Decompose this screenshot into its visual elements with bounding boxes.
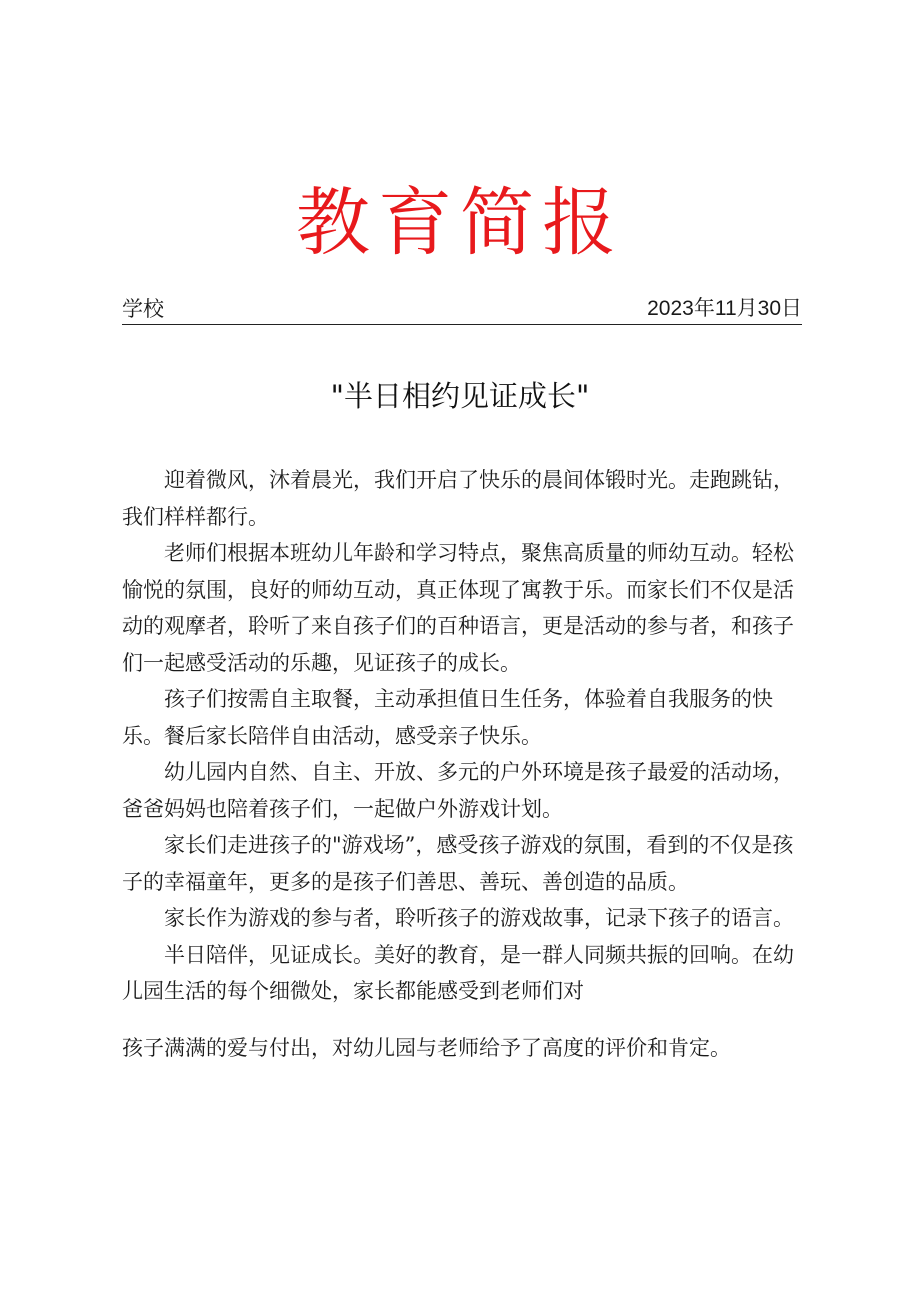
masthead-title: 教育简报 bbox=[296, 180, 624, 266]
paragraph-2: 老师们根据本班幼儿年龄和学习特点，聚焦高质量的师幼互动。轻松愉悦的氛围，良好的师幼互动，真正体现了寓教于乐。而家长们不仅是活动的观摩者，聆听了来自孩子们的百种语言，更是活动的参与者，和孩子们一起感受活动的乐趣，见证孩子的成长。 bbox=[122, 541, 794, 675]
article-title: "半日相约见证成长" bbox=[330, 379, 590, 413]
paragraph-3: 孩子们按需自主取餐，主动承担值日生任务，体验着自我服务的快乐。餐后家长陪伴自由活动，感受亲子快乐。 bbox=[122, 687, 773, 748]
issue-date: 2023年11月30日 bbox=[647, 297, 802, 320]
paragraph-6: 家长作为游戏的参与者，聆听孩子的游戏故事，记录下孩子的语言。 bbox=[164, 906, 794, 930]
closing-line: 孩子满满的爱与付出，对幼儿园与老师给予了高度的评价和肯定。 bbox=[122, 1035, 731, 1060]
paragraph-5: 家长们走进孩子的"游戏场”，感受孩子游戏的氛围，看到的不仅是孩子的幸福童年，更多的是孩子们善思、善玩、善创造的品质。 bbox=[122, 833, 794, 894]
paragraph-7: 半日陪伴，见证成长。美好的教育，是一群人同频共振的回响。在幼儿园生活的每个细微处，家长都能感受到老师们对 bbox=[122, 942, 794, 1003]
school-label: 学校 bbox=[122, 297, 164, 321]
paragraph-4: 幼儿园内自然、自主、开放、多元的户外环境是孩子最爱的活动场，爸爸妈妈也陪着孩子们，一起做户外游戏计划。 bbox=[122, 760, 794, 821]
article-body bbox=[122, 462, 812, 1066]
paragraph-1: 迎着微风，沐着晨光，我们开启了快乐的晨间体锻时光。走跑跳钻，我们样样都行。 bbox=[122, 468, 794, 529]
header-info-line bbox=[122, 294, 802, 325]
